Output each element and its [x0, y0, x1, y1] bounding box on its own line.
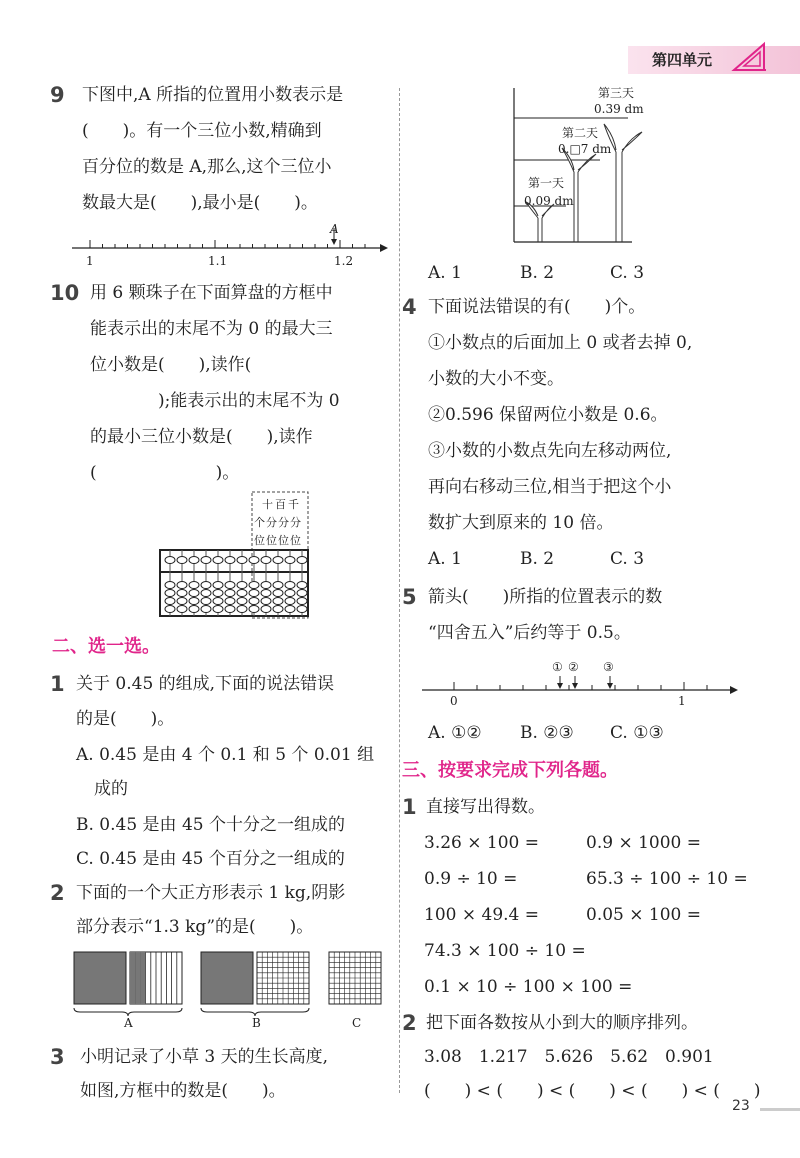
s2q5-line-2: “四舍五入”后约等于 0.5。 — [428, 623, 631, 643]
s2q4-line-3: 小数的大小不变。 — [428, 369, 564, 389]
section-3-title: 三、按要求完成下列各题。 — [402, 760, 618, 781]
expr-2: 0.9 × 1000 = — [586, 833, 701, 853]
q9-line-4: 数最大是( ),最小是( )。 — [82, 193, 318, 213]
column-divider — [399, 88, 400, 1093]
expr-7: 74.3 × 100 ÷ 10 = — [424, 941, 586, 961]
q5-option-c: C. ①③ — [610, 723, 664, 743]
question-number: 1 — [50, 672, 65, 696]
ruler-label-1-1: 1.1 — [208, 254, 228, 268]
day1-value: 0.09 dm — [524, 194, 574, 208]
q4-option-b: B. 2 — [520, 549, 555, 569]
abacus-place-row-1: 十百千 — [262, 498, 301, 511]
q10-line-6: ( )。 — [90, 463, 240, 483]
arrow-3-label: ③ — [603, 660, 614, 674]
arrow-1-label: ① — [552, 660, 563, 674]
expr-8: 0.1 × 10 ÷ 100 × 100 = — [424, 977, 633, 997]
q4-option-a: A. 1 — [428, 549, 462, 569]
day3-label: 第三天 — [598, 86, 635, 100]
s2q5-line-1: 箭头( )所指的位置表示的数 — [428, 587, 663, 607]
s2q4-line-4: ②0.596 保留两位小数是 0.6。 — [428, 405, 668, 425]
s2q1-option-a: A. 0.45 是由 4 个 0.1 和 5 个 0.01 组 — [76, 745, 375, 765]
q10-line-3: 位小数是( ),读作( — [90, 355, 252, 375]
q5-label-1: 1 — [678, 694, 686, 708]
s2q1-option-c: C. 0.45 是由 45 个百分之一组成的 — [76, 849, 345, 869]
question-number: 5 — [402, 585, 417, 609]
q10-line-5: 的最小三位小数是( ),读作 — [90, 427, 313, 447]
ruler-marker-a: A — [330, 222, 339, 236]
figure-label-c: C — [352, 1016, 362, 1030]
page-number: 23 — [732, 1098, 750, 1114]
expr-1: 3.26 × 100 = — [424, 833, 539, 853]
q9-line-2: ( )。有一个三位小数,精确到 — [82, 121, 322, 141]
q9-line-1: 下图中,A 所指的位置用小数表示是 — [82, 85, 344, 105]
s2q1-line-2: 的是( )。 — [76, 709, 175, 729]
question-number: 1 — [402, 795, 417, 819]
s2q3-line-2: 如图,方框中的数是( )。 — [80, 1081, 286, 1101]
question-number: 10 — [50, 281, 80, 305]
question-number: 4 — [402, 295, 417, 319]
s2q1-line-1: 关于 0.45 的组成,下面的说法错误 — [76, 674, 335, 694]
q5-option-b: B. ②③ — [520, 723, 574, 743]
q5-option-a: A. ①② — [428, 723, 482, 743]
day2-label: 第二天 — [562, 126, 599, 140]
question-number: 3 — [50, 1045, 65, 1069]
q5-label-0: 0 — [450, 694, 458, 708]
s2q1-option-a-cont: 成的 — [94, 779, 128, 799]
day1-label: 第一天 — [528, 176, 565, 190]
figure-label-b: B — [252, 1016, 261, 1030]
question-number: 9 — [50, 83, 65, 107]
expr-4: 65.3 ÷ 100 ÷ 10 = — [586, 869, 748, 889]
s2q4-line-2: ①小数点的后面加上 0 或者去掉 0, — [428, 333, 693, 353]
footer-bar — [760, 1108, 800, 1111]
q10-line-2: 能表示出的末尾不为 0 的最大三 — [90, 319, 333, 339]
unit-title: 第四单元 — [652, 51, 713, 69]
q5-number-line — [420, 660, 740, 700]
day3-value: 0.39 dm — [594, 102, 644, 116]
expr-3: 0.9 ÷ 10 = — [424, 869, 518, 889]
s2q4-line-7: 数扩大到原来的 10 倍。 — [428, 513, 614, 533]
q9-line-3: 百分位的数是 A,那么,这个三位小 — [82, 157, 332, 177]
q3-option-a: A. 1 — [428, 263, 462, 283]
q3-option-b: B. 2 — [520, 263, 555, 283]
expr-6: 0.05 × 100 = — [586, 905, 701, 925]
kg-squares-figure — [70, 950, 390, 1016]
s2q2-line-1: 下面的一个大正方形表示 1 kg,阴影 — [76, 883, 346, 903]
s3p2-blanks: ( ) < ( ) < ( ) < ( ) < ( ) — [424, 1081, 761, 1101]
s2q2-line-2: 部分表示“1.3 kg”的是( )。 — [76, 917, 314, 937]
expr-5: 100 × 49.4 = — [424, 905, 539, 925]
s3p2-title: 把下面各数按从小到大的顺序排列。 — [426, 1013, 698, 1033]
s2q4-line-5: ③小数的小数点先向左移动两位, — [428, 441, 672, 461]
q3-option-c: C. 3 — [610, 263, 645, 283]
s2q3-line-1: 小明记录了小草 3 天的生长高度, — [80, 1047, 329, 1067]
q10-line-4: );能表示出的末尾不为 0 — [90, 391, 340, 411]
question-number: 2 — [402, 1011, 417, 1035]
s2q1-option-b: B. 0.45 是由 45 个十分之一组成的 — [76, 815, 345, 835]
day2-value: 0.□7 dm — [558, 142, 612, 156]
figure-label-a: A — [124, 1016, 133, 1030]
section-2-title: 二、选一选。 — [52, 636, 160, 657]
question-number: 2 — [50, 881, 65, 905]
s3p2-numbers: 3.08 1.217 5.626 5.62 0.901 — [424, 1047, 714, 1067]
s2q4-line-1: 下面说法错误的有( )个。 — [428, 297, 646, 317]
s3p1-title: 直接写出得数。 — [426, 797, 545, 817]
ruler-label-1-2: 1.2 — [334, 254, 354, 268]
q10-line-1: 用 6 颗珠子在下面算盘的方框中 — [90, 283, 333, 303]
s2q4-line-6: 再向右移动三位,相当于把这个小 — [428, 477, 672, 497]
triangle-ruler-icon — [730, 40, 770, 74]
abacus-diagram — [158, 490, 310, 620]
abacus-place-row-3: 位位位位 — [254, 534, 302, 547]
q4-option-c: C. 3 — [610, 549, 645, 569]
arrow-2-label: ② — [568, 660, 579, 674]
ruler-label-1: 1 — [86, 254, 94, 268]
abacus-place-row-2: 个分分分 — [254, 516, 302, 529]
